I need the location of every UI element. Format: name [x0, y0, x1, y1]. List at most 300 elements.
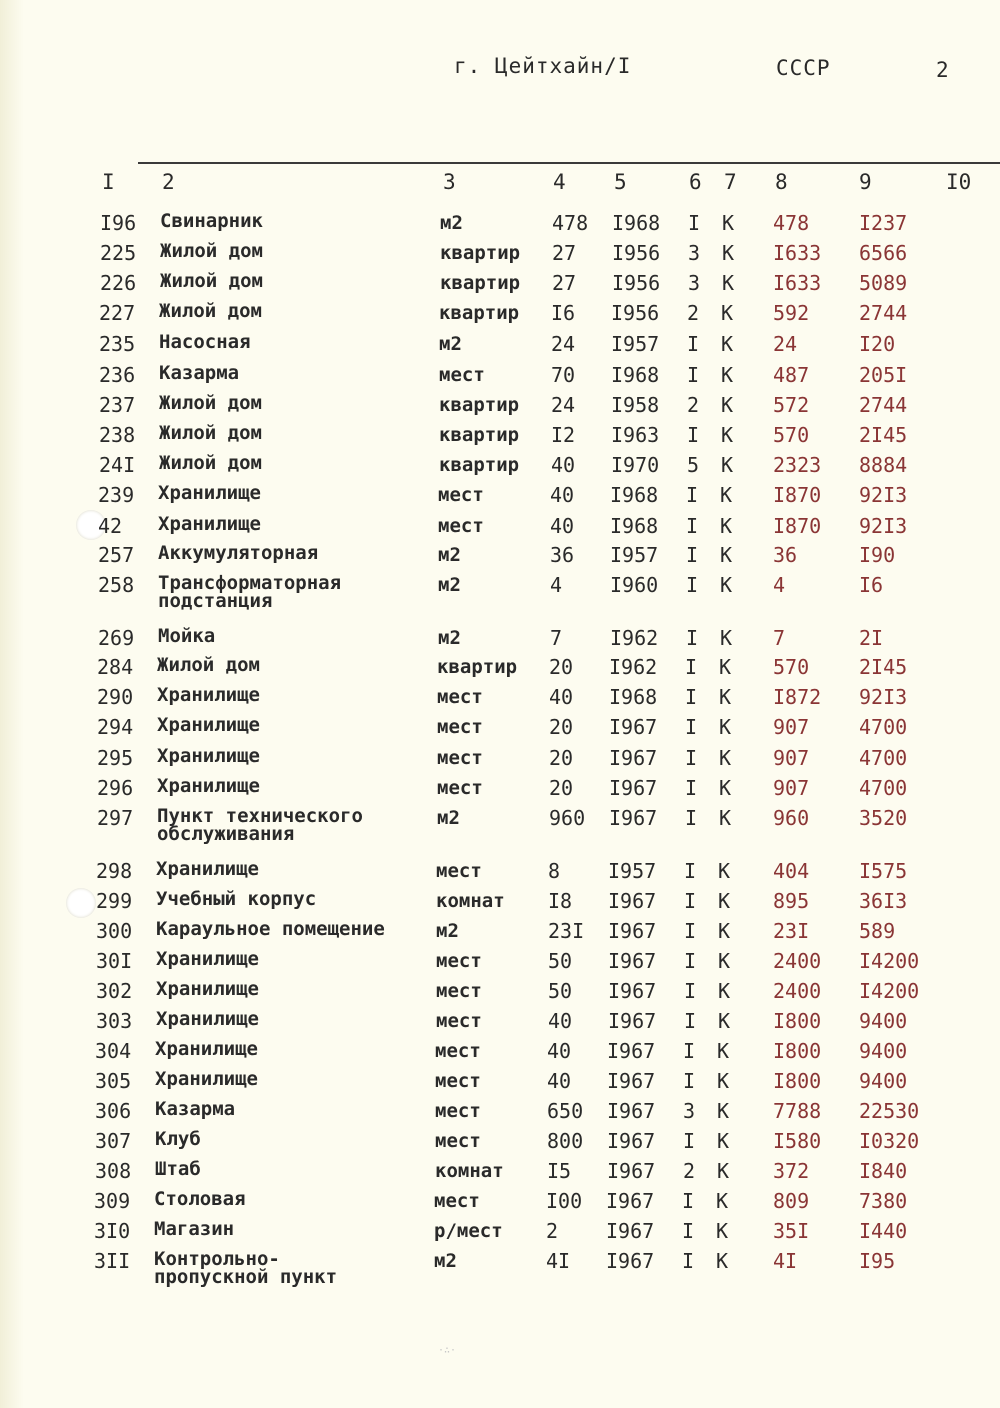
unit: мест — [435, 1130, 481, 1152]
quantity: 36 — [550, 543, 575, 567]
unit: мест — [435, 1040, 481, 1062]
row-number: 302 — [96, 979, 133, 1003]
object-name: Хранилище — [156, 858, 259, 880]
table-row — [0, 1248, 1000, 1288]
col9-value: I4200 — [859, 979, 920, 1003]
quantity: 70 — [551, 363, 576, 387]
quantity: 20 — [549, 655, 574, 679]
col9-value: 2I — [859, 626, 884, 650]
object-name: Насосная — [159, 331, 251, 353]
quantity: 7 — [550, 626, 563, 650]
year: I967 — [606, 1219, 655, 1243]
col9-value: 2744 — [859, 301, 908, 325]
object-name: Жилой дом — [157, 654, 260, 676]
unit: мест — [435, 1100, 481, 1122]
year: I968 — [611, 363, 660, 387]
col9-value: 92I3 — [859, 514, 908, 538]
row-number: 306 — [95, 1099, 132, 1123]
unit: мест — [434, 1190, 480, 1212]
unit: р/мест — [434, 1220, 503, 1242]
quantity: I8 — [548, 889, 573, 913]
col7-value: К — [716, 1249, 729, 1273]
row-number: 30I — [96, 949, 133, 973]
object-name: Хранилище — [158, 482, 261, 504]
year: I967 — [609, 806, 658, 830]
year: I963 — [611, 423, 660, 447]
col6-value: 2 — [687, 301, 700, 325]
col7-value: К — [717, 1039, 730, 1063]
col8-value: 592 — [773, 301, 810, 325]
unit: м2 — [436, 920, 459, 942]
col9-value: 9400 — [859, 1009, 908, 1033]
year: I967 — [607, 1129, 656, 1153]
quantity: 27 — [552, 271, 577, 295]
quantity: 24 — [551, 393, 576, 417]
row-number: 305 — [95, 1069, 132, 1093]
quantity: 40 — [550, 514, 575, 538]
quantity: 40 — [547, 1039, 572, 1063]
col7-value: К — [721, 301, 734, 325]
col9-value: 92I3 — [859, 483, 908, 507]
col6-value: I — [687, 363, 700, 387]
col6-value: I — [686, 573, 699, 597]
col9-value: 5089 — [859, 271, 908, 295]
object-name: Учебный корпус — [156, 888, 317, 910]
col8-value: 487 — [773, 363, 810, 387]
col6-value: I — [684, 889, 697, 913]
col7-value: К — [717, 1099, 730, 1123]
quantity: I5 — [547, 1159, 572, 1183]
quantity: 800 — [547, 1129, 584, 1153]
unit: мест — [437, 747, 483, 769]
object-name: Хранилище — [157, 745, 260, 767]
col6-value: I — [686, 543, 699, 567]
col9-value: I237 — [859, 211, 908, 235]
col7-value: К — [718, 919, 731, 943]
unit: мест — [436, 860, 482, 882]
quantity: 50 — [548, 979, 573, 1003]
year: I968 — [612, 211, 661, 235]
table-row — [0, 333, 1000, 363]
table-row — [0, 272, 1000, 302]
row-number: 296 — [97, 776, 134, 800]
year: I970 — [611, 453, 660, 477]
table-row — [0, 627, 1000, 657]
row-number: 24I — [99, 453, 136, 477]
quantity: 20 — [549, 776, 574, 800]
col7-value: К — [721, 363, 734, 387]
col7-value: К — [721, 423, 734, 447]
table-row — [0, 515, 1000, 545]
row-number: 257 — [98, 543, 135, 567]
column-header-9: 9 — [859, 170, 872, 194]
object-name: Хранилище — [156, 1008, 259, 1030]
col6-value: I — [686, 483, 699, 507]
col6-value: I — [683, 1129, 696, 1153]
row-number: 295 — [97, 746, 134, 770]
col9-value: 3520 — [859, 806, 908, 830]
unit: м2 — [439, 333, 462, 355]
table-row — [0, 212, 1000, 242]
year: I967 — [608, 919, 657, 943]
col7-value: К — [718, 859, 731, 883]
column-header-2: 2 — [162, 170, 175, 194]
unit: мест — [436, 980, 482, 1002]
row-number: 308 — [95, 1159, 132, 1183]
col8-value: 4 — [773, 573, 786, 597]
column-header-1: I — [102, 170, 115, 194]
ink-smudge: ·∴· — [438, 1345, 457, 1356]
col6-value: I — [684, 1009, 697, 1033]
row-number: 236 — [99, 363, 136, 387]
quantity: 40 — [549, 685, 574, 709]
table-row — [0, 716, 1000, 746]
col6-value: I — [685, 715, 698, 739]
col9-value: 92I3 — [859, 685, 908, 709]
col9-value: 205I — [859, 363, 908, 387]
col8-value: I580 — [773, 1129, 822, 1153]
object-name: Контрольно-пропускной пункт — [154, 1248, 338, 1288]
col8-value: 570 — [773, 655, 810, 679]
col6-value: I — [685, 746, 698, 770]
quantity: 50 — [548, 949, 573, 973]
col9-value: I90 — [859, 543, 896, 567]
table-row — [0, 1190, 1000, 1220]
year: I968 — [610, 483, 659, 507]
table-row — [0, 364, 1000, 394]
col6-value: I — [684, 859, 697, 883]
row-number: 303 — [96, 1009, 133, 1033]
col6-value: 3 — [683, 1099, 696, 1123]
quantity: 23I — [548, 919, 585, 943]
col7-value: К — [721, 453, 734, 477]
col6-value: I — [686, 514, 699, 538]
quantity: 650 — [547, 1099, 584, 1123]
col8-value: 23I — [773, 919, 810, 943]
col9-value: I0320 — [859, 1129, 920, 1153]
unit: квартир — [439, 424, 520, 446]
object-name: Аккумуляторная — [158, 542, 319, 564]
row-number: 235 — [99, 332, 136, 356]
unit: мест — [437, 686, 483, 708]
quantity: 40 — [547, 1069, 572, 1093]
object-name: Караульное помещение — [156, 918, 385, 940]
year: I956 — [612, 271, 661, 295]
quantity: 960 — [549, 806, 586, 830]
col7-value: К — [717, 1159, 730, 1183]
col7-value: К — [718, 949, 731, 973]
col9-value: 2744 — [859, 393, 908, 417]
row-number: 226 — [100, 271, 137, 295]
col8-value: I800 — [773, 1009, 822, 1033]
row-number: 3II — [94, 1249, 131, 1273]
table-row — [0, 860, 1000, 890]
col7-value: К — [719, 746, 732, 770]
object-name: Хранилище — [157, 714, 260, 736]
column-header-4: 4 — [553, 170, 566, 194]
quantity: 4I — [546, 1249, 571, 1273]
col7-value: К — [720, 514, 733, 538]
unit: м2 — [438, 627, 461, 649]
object-name: Столовая — [154, 1188, 246, 1210]
table-row — [0, 544, 1000, 574]
year: I968 — [610, 514, 659, 538]
col6-value: I — [683, 1069, 696, 1093]
col8-value: I633 — [773, 271, 822, 295]
col8-value: I800 — [773, 1039, 822, 1063]
row-number: 237 — [99, 393, 136, 417]
row-number: 227 — [99, 301, 136, 325]
col8-value: 809 — [773, 1189, 810, 1213]
year: I967 — [609, 776, 658, 800]
col8-value: 572 — [773, 393, 810, 417]
quantity: 20 — [549, 746, 574, 770]
object-name: Хранилище — [155, 1038, 258, 1060]
col9-value: I575 — [859, 859, 908, 883]
col9-value: 2I45 — [859, 423, 908, 447]
object-name: Хранилище — [157, 775, 260, 797]
col7-value: К — [722, 271, 735, 295]
object-name: Мойка — [158, 625, 216, 647]
unit: мест — [436, 950, 482, 972]
col7-value: К — [719, 655, 732, 679]
quantity: 40 — [550, 483, 575, 507]
col6-value: 3 — [688, 241, 701, 265]
year: I967 — [608, 949, 657, 973]
year: I962 — [610, 626, 659, 650]
col6-value: I — [684, 979, 697, 1003]
table-row — [0, 1220, 1000, 1250]
col6-value: I — [682, 1189, 695, 1213]
quantity: I00 — [546, 1189, 583, 1213]
unit: м2 — [437, 807, 460, 829]
year: I967 — [608, 889, 657, 913]
col8-value: 36 — [773, 543, 798, 567]
col7-value: К — [716, 1189, 729, 1213]
col8-value: 960 — [773, 806, 810, 830]
object-name: Казарма — [155, 1098, 236, 1120]
col6-value: I — [685, 685, 698, 709]
unit: мест — [439, 364, 485, 386]
table-row — [0, 302, 1000, 332]
table-row — [0, 980, 1000, 1010]
object-name: Хранилище — [158, 513, 261, 535]
col9-value: 36I3 — [859, 889, 908, 913]
col7-value: К — [718, 1009, 731, 1033]
col7-value: К — [721, 393, 734, 417]
unit: мест — [436, 1010, 482, 1032]
unit: мест — [438, 515, 484, 537]
col6-value: I — [688, 211, 701, 235]
year: I967 — [607, 1099, 656, 1123]
col7-value: К — [722, 241, 735, 265]
year: I956 — [612, 241, 661, 265]
col8-value: 2400 — [773, 949, 822, 973]
table-row — [0, 1070, 1000, 1100]
unit: комнат — [436, 890, 505, 912]
col9-value: I95 — [859, 1249, 896, 1273]
row-number: 290 — [97, 685, 134, 709]
row-number: I96 — [100, 211, 137, 235]
row-number: 238 — [99, 423, 136, 447]
col7-value: К — [718, 889, 731, 913]
year: I958 — [611, 393, 660, 417]
col8-value: 4I — [773, 1249, 798, 1273]
table-row — [0, 805, 1000, 845]
col6-value: I — [683, 1039, 696, 1063]
col7-value: К — [719, 806, 732, 830]
col8-value: 907 — [773, 776, 810, 800]
col7-value: К — [719, 715, 732, 739]
table-row — [0, 950, 1000, 980]
table-row — [0, 1100, 1000, 1130]
year: I956 — [611, 301, 660, 325]
col7-value: К — [717, 1069, 730, 1093]
object-name: Магазин — [154, 1218, 235, 1240]
year: I960 — [610, 573, 659, 597]
col6-value: I — [682, 1249, 695, 1273]
unit: квартир — [439, 302, 520, 324]
table-row — [0, 1010, 1000, 1040]
col6-value: 2 — [683, 1159, 696, 1183]
row-number: 3I0 — [94, 1219, 131, 1243]
col7-value: К — [720, 573, 733, 597]
row-number: 307 — [95, 1129, 132, 1153]
year: I967 — [608, 1009, 657, 1033]
object-name: Трансформаторная подстанция — [158, 572, 342, 612]
unit: квартир — [437, 656, 518, 678]
col8-value: 7 — [773, 626, 786, 650]
table-row — [0, 890, 1000, 920]
col9-value: 4700 — [859, 746, 908, 770]
year: I962 — [609, 655, 658, 679]
col7-value: К — [721, 332, 734, 356]
col7-value: К — [719, 685, 732, 709]
object-name: Жилой дом — [159, 452, 262, 474]
unit: мест — [437, 716, 483, 738]
object-name: Хранилище — [156, 978, 259, 1000]
col7-value: К — [722, 211, 735, 235]
col9-value: 22530 — [859, 1099, 920, 1123]
col7-value: К — [718, 979, 731, 1003]
object-name: Свинарник — [160, 210, 263, 232]
quantity: I2 — [551, 423, 576, 447]
country-heading: СССР — [776, 56, 831, 80]
col6-value: I — [685, 776, 698, 800]
quantity: 27 — [552, 241, 577, 265]
table-row — [0, 394, 1000, 424]
unit: квартир — [440, 272, 521, 294]
year: I967 — [608, 979, 657, 1003]
row-number: 258 — [98, 573, 135, 597]
object-name: Штаб — [155, 1158, 201, 1180]
row-number: 298 — [96, 859, 133, 883]
col7-value: К — [720, 626, 733, 650]
col6-value: 3 — [688, 271, 701, 295]
col6-value: I — [686, 626, 699, 650]
year: I967 — [607, 1069, 656, 1093]
row-number: 304 — [95, 1039, 132, 1063]
table-row — [0, 242, 1000, 272]
col6-value: I — [684, 949, 697, 973]
table-row — [0, 1160, 1000, 1190]
quantity: 4 — [550, 573, 563, 597]
object-name: Жилой дом — [159, 392, 262, 414]
unit: мест — [437, 777, 483, 799]
row-number: 294 — [97, 715, 134, 739]
col7-value: К — [716, 1219, 729, 1243]
col8-value: 907 — [773, 715, 810, 739]
year: I967 — [609, 715, 658, 739]
col6-value: I — [687, 423, 700, 447]
row-number: 284 — [97, 655, 134, 679]
page-number: 2 — [936, 58, 950, 82]
column-header-3: 3 — [443, 170, 456, 194]
year: I968 — [609, 685, 658, 709]
year: I967 — [609, 746, 658, 770]
col7-value: К — [719, 776, 732, 800]
table-row — [0, 777, 1000, 807]
col8-value: 24 — [773, 332, 798, 356]
column-header-10: I0 — [946, 170, 972, 194]
col9-value: 6566 — [859, 241, 908, 265]
unit: мест — [438, 484, 484, 506]
row-number: 239 — [98, 483, 135, 507]
col6-value: I — [685, 806, 698, 830]
row-number: 299 — [96, 889, 133, 913]
col6-value: I — [685, 655, 698, 679]
unit: комнат — [435, 1160, 504, 1182]
table-row — [0, 454, 1000, 484]
row-number: 225 — [100, 241, 137, 265]
year: I957 — [610, 543, 659, 567]
column-header-5: 5 — [614, 170, 627, 194]
col6-value: 2 — [687, 393, 700, 417]
col8-value: 35I — [773, 1219, 810, 1243]
object-name: Жилой дом — [159, 300, 262, 322]
row-number: 269 — [98, 626, 135, 650]
col9-value: I4200 — [859, 949, 920, 973]
object-name: Жилой дом — [160, 240, 263, 262]
quantity: 8 — [548, 859, 561, 883]
year: I967 — [607, 1159, 656, 1183]
col7-value: К — [720, 543, 733, 567]
col8-value: 895 — [773, 889, 810, 913]
col6-value: I — [687, 332, 700, 356]
col9-value: I6 — [859, 573, 884, 597]
row-number: 297 — [97, 806, 134, 830]
year: I957 — [611, 332, 660, 356]
year: I967 — [606, 1189, 655, 1213]
col8-value: 2400 — [773, 979, 822, 1003]
year: I967 — [606, 1249, 655, 1273]
col8-value: 907 — [773, 746, 810, 770]
quantity: 478 — [552, 211, 589, 235]
unit: м2 — [434, 1250, 457, 1272]
object-name: Пункт технического обслуживания — [157, 805, 363, 845]
col9-value: I20 — [859, 332, 896, 356]
year: I957 — [608, 859, 657, 883]
col9-value: 8884 — [859, 453, 908, 477]
unit: квартир — [439, 394, 520, 416]
quantity: I6 — [551, 301, 576, 325]
col9-value: I440 — [859, 1219, 908, 1243]
column-header-6: 6 — [689, 170, 702, 194]
table-row — [0, 747, 1000, 777]
col8-value: 372 — [773, 1159, 810, 1183]
col8-value: I870 — [773, 483, 822, 507]
col9-value: 7380 — [859, 1189, 908, 1213]
